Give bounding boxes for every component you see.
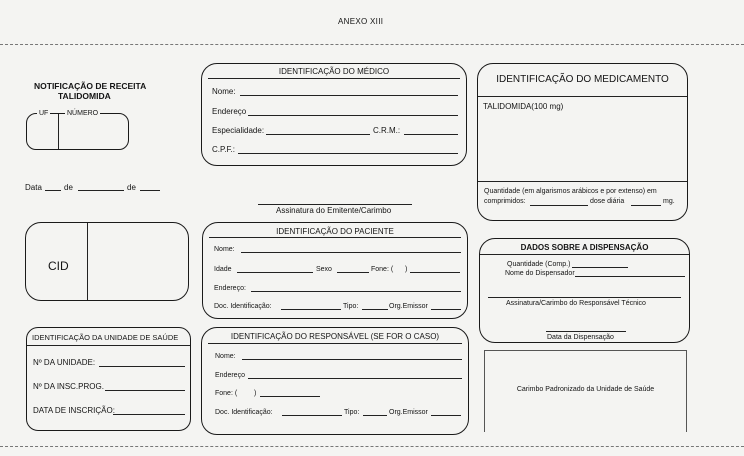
health-unit-prog-field[interactable] xyxy=(105,390,185,391)
patient-name-field[interactable] xyxy=(241,252,461,253)
date-de-2: de xyxy=(127,183,136,192)
patient-address-field[interactable] xyxy=(251,291,461,292)
dispensing-date-line xyxy=(546,331,626,332)
date-day-line[interactable] xyxy=(45,190,61,191)
doctor-name-label: Nome: xyxy=(212,87,236,96)
responsible-doc-field[interactable] xyxy=(282,415,342,416)
doctor-header-rule xyxy=(208,78,460,79)
dispensing-signature-line xyxy=(488,297,681,298)
health-unit-section xyxy=(26,327,191,431)
bottom-cut-line xyxy=(0,446,744,447)
responsible-issuer-field[interactable] xyxy=(431,415,461,416)
patient-sex-label: Sexo xyxy=(316,266,332,273)
responsible-type-label: Tipo: xyxy=(344,409,360,416)
dispensing-header: DADOS SOBRE A DISPENSAÇÃO xyxy=(520,243,649,252)
health-unit-date-field[interactable] xyxy=(113,414,185,415)
patient-sex-field[interactable] xyxy=(337,272,369,273)
medication-drug: TALIDOMIDA(100 mg) xyxy=(483,102,564,111)
patient-doc-label: Doc. Identificação: xyxy=(214,303,272,310)
dispensing-section xyxy=(479,238,690,343)
date-year-line[interactable] xyxy=(140,190,160,191)
medication-header: IDENTIFICAÇÃO DO MEDICAMENTO xyxy=(496,74,669,85)
health-unit-number-field[interactable] xyxy=(99,366,185,367)
health-unit-prog-label: Nº DA INSC.PROG. xyxy=(33,382,104,391)
cut-line xyxy=(0,44,744,45)
patient-issuer-label: Org.Emissor xyxy=(389,303,428,310)
responsible-address-field[interactable] xyxy=(248,378,462,379)
stamp-label: Carimbo Padronizado da Unidade de Saúde xyxy=(516,386,655,393)
number-label: NÚMERO xyxy=(67,110,99,117)
dispensing-dispenser-label: Nome do Dispensador xyxy=(505,270,575,277)
issuer-signature-label: Assinatura do Emitente/Carimbo xyxy=(276,206,392,215)
responsible-name-field[interactable] xyxy=(242,359,462,360)
responsible-address-label: Endereço xyxy=(215,372,245,379)
health-unit-number-label: Nº DA UNIDADE: xyxy=(33,358,96,367)
dispensing-dispenser-field[interactable] xyxy=(575,276,685,277)
patient-issuer-field[interactable] xyxy=(431,309,461,310)
health-unit-header: IDENTIFICAÇÃO DA UNIDADE DE SAÚDE xyxy=(32,333,179,342)
doctor-section xyxy=(201,63,467,166)
doctor-specialty-field[interactable] xyxy=(266,134,370,135)
dispensing-signature-label: Assinatura/Carimbo do Responsável Técnico xyxy=(506,300,646,307)
responsible-issuer-label: Org.Emissor xyxy=(389,409,428,416)
medication-quantity-prefix: comprimidos: xyxy=(484,198,526,205)
patient-type-field[interactable] xyxy=(362,309,388,310)
doctor-crm-field[interactable] xyxy=(404,134,458,135)
doctor-cpf-field[interactable] xyxy=(238,153,458,154)
health-unit-date-label: DATA DE INSCRIÇÃO: xyxy=(33,406,115,415)
cid-box xyxy=(25,222,189,301)
responsible-phone-field[interactable] xyxy=(260,396,320,397)
dispensing-quantity-field[interactable] xyxy=(572,267,628,268)
patient-address-label: Endereço: xyxy=(214,285,246,292)
uf-divider xyxy=(58,114,59,149)
annex-title: ANEXO XIII xyxy=(338,17,384,26)
patient-age-label: Idade xyxy=(214,266,232,273)
medication-unit: mg. xyxy=(663,198,675,205)
dispensing-header-rule xyxy=(480,254,689,255)
medication-quantity-rule xyxy=(478,181,687,182)
medication-quantity-field[interactable] xyxy=(530,205,588,206)
patient-doc-field[interactable] xyxy=(281,309,341,310)
responsible-header: IDENTIFICAÇÃO DO RESPONSÁVEL (SE FOR O CASO) xyxy=(230,332,440,341)
responsible-section xyxy=(201,327,469,435)
doctor-cpf-label: C.P.F.: xyxy=(212,145,235,154)
medication-dose-label: dose diária xyxy=(590,198,625,205)
responsible-header-rule xyxy=(208,343,462,344)
doctor-address-field[interactable] xyxy=(248,115,458,116)
medication-header-rule xyxy=(478,96,687,97)
responsible-name-label: Nome: xyxy=(215,353,236,360)
stamp-box xyxy=(484,350,687,432)
date-label: Data xyxy=(25,183,42,192)
medication-section xyxy=(477,63,688,221)
doctor-specialty-label: Especialidade: xyxy=(212,126,265,135)
patient-age-field[interactable] xyxy=(237,272,313,273)
responsible-phone-label: Fone: ( xyxy=(215,390,238,397)
uf-number-box xyxy=(26,110,129,150)
patient-header-rule xyxy=(209,237,461,238)
cid-label: CID xyxy=(48,259,69,273)
notification-title: NOTIFICAÇÃO DE RECEITA xyxy=(34,81,147,91)
medication-quantity-text: Quantidade (em algarismos arábicos e por extenso) em xyxy=(484,188,657,195)
patient-phone-close: ) xyxy=(405,266,408,273)
medication-dose-field[interactable] xyxy=(631,205,661,206)
patient-section xyxy=(202,222,468,319)
responsible-doc-label: Doc. Identificação: xyxy=(215,409,273,416)
cid-divider xyxy=(87,223,88,300)
uf-label: UF xyxy=(39,110,49,117)
responsible-phone-close: ) xyxy=(254,390,257,397)
issuer-signature-line xyxy=(258,204,412,205)
patient-phone-field[interactable] xyxy=(410,272,460,273)
patient-phone-label: Fone: ( xyxy=(371,266,394,273)
dispensing-date-label: Data da Dispensação xyxy=(547,334,614,341)
dispensing-quantity-label: Quantidade (Comp.) xyxy=(507,261,571,268)
health-unit-header-rule xyxy=(27,345,190,346)
doctor-address-label: Endereço xyxy=(212,107,247,116)
doctor-crm-label: C.R.M.: xyxy=(373,126,401,135)
date-de-1: de xyxy=(64,183,73,192)
patient-header: IDENTIFICAÇÃO DO PACIENTE xyxy=(276,227,394,236)
doctor-header: IDENTIFICAÇÃO DO MÉDICO xyxy=(278,67,390,76)
patient-type-label: Tipo: xyxy=(343,303,359,310)
date-month-line[interactable] xyxy=(78,190,124,191)
responsible-type-field[interactable] xyxy=(363,415,387,416)
doctor-name-field[interactable] xyxy=(240,95,458,96)
notification-subtitle: TALIDOMIDA xyxy=(58,91,111,101)
patient-name-label: Nome: xyxy=(214,246,235,253)
